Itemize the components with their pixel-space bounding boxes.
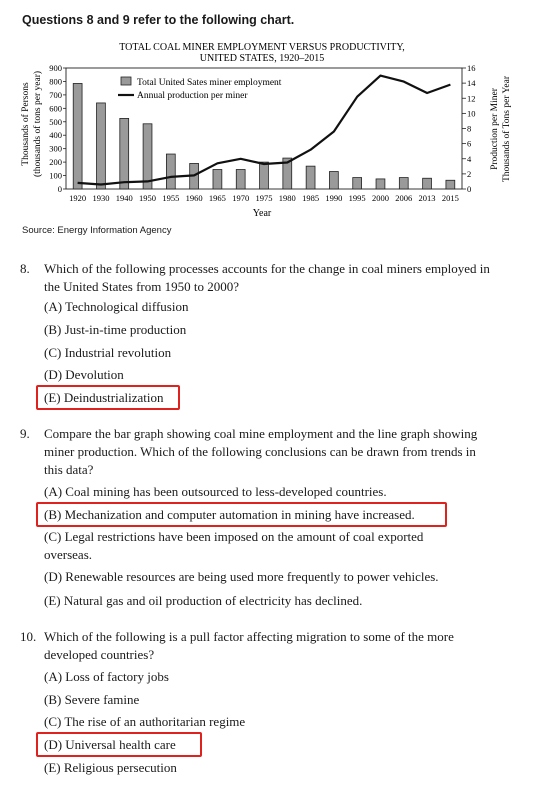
right-axis-label-units: Thousands of Tons per Year [502,75,512,183]
employment-bar [236,170,245,189]
employment-bar [329,172,338,189]
answer-option-c[interactable]: (C) The rise of an authoritarian regime [44,714,246,729]
x-axis-tick-label: 1940 [115,193,133,203]
x-axis-tick-label: 2000 [371,193,389,203]
answer-option-d[interactable]: (D) Renewable resources are being used more frequently to power vehicles. [44,569,439,584]
answer-option-d[interactable]: (D) Universal health care [44,737,176,752]
right-axis-tick-label: 2 [467,168,472,179]
legend-line-label: Annual production per miner [137,91,248,101]
right-axis-tick-label: 16 [467,63,476,73]
x-axis-tick-label: 1975 [255,193,273,203]
x-axis-tick-label: 1960 [185,193,203,203]
employment-bar [376,179,385,189]
x-axis-tick-label: 1965 [208,193,226,203]
right-axis-tick-label: 8 [467,123,472,134]
answer-option-b[interactable]: (B) Severe famine [44,692,140,707]
employment-bar [166,154,175,189]
left-axis-label: Thousands of Persons [21,82,31,166]
left-axis-tick-label: 200 [49,157,62,168]
right-axis-tick-label: 14 [467,78,476,89]
answer-option-e[interactable]: (E) Deindustrialization [44,390,164,405]
question-number: 9. [20,426,30,441]
x-axis-label: Year [252,208,272,219]
employment-bar [73,83,82,189]
selected-answer-highlight [36,385,180,410]
x-axis-tick-label: 1920 [69,193,87,203]
answer-option-c[interactable]: (C) Legal restrictions have been imposed on the amount of coal exported overseas. [44,529,424,562]
x-axis-tick-label: 1970 [232,193,250,203]
answer-option-a[interactable]: (A) Technological diffusion [44,299,189,314]
left-axis-tick-label: 800 [49,76,62,87]
answer-option-e[interactable]: (E) Natural gas and oil production of electricity has declined. [44,593,363,608]
answer-option-e[interactable]: (E) Religious persecution [44,760,177,775]
section-heading: Questions 8 and 9 refer to the following chart. [22,13,295,27]
question-number: 8. [20,261,30,276]
x-axis-tick-label: 1990 [325,193,343,203]
left-axis-tick-label: 500 [49,116,62,127]
chart-subtitle: UNITED STATES, 1920–2015 [199,53,325,64]
employment-bar [353,178,362,189]
employment-bar [97,103,106,189]
answer-option-a[interactable]: (A) Coal mining has been outsourced to less-developed countries. [44,484,387,499]
employment-bar [213,170,222,189]
x-axis-tick-label: 2013 [418,193,436,203]
right-axis-tick-label: 4 [467,153,472,164]
left-axis-tick-label: 0 [57,184,62,194]
employment-bar [423,178,432,189]
right-axis-tick-label: 12 [467,93,476,104]
selected-answer-highlight [36,732,202,757]
x-axis-tick-label: 1950 [139,193,157,203]
chart-source: Source: Energy Information Agency [22,225,172,236]
employment-bar [306,166,315,189]
x-axis-tick-label: 1995 [348,193,366,203]
left-axis-tick-label: 600 [49,103,62,114]
employment-bar [120,118,129,189]
employment-bar [260,162,269,189]
x-axis-tick-label: 1985 [302,193,320,203]
legend-bar-swatch [121,77,131,85]
x-axis-tick-label: 2015 [441,193,459,203]
left-axis-tick-label: 300 [49,143,62,154]
x-axis-tick-label: 1930 [92,193,110,203]
left-axis-tick-label: 100 [49,170,62,181]
left-axis-tick-label: 900 [49,63,62,73]
left-axis-label-units: (thousands of tons per year) [33,70,43,178]
answer-option-a[interactable]: (A) Loss of factory jobs [44,669,169,684]
question-text: Compare the bar graph showing coal mine employment and the line graph showing miner production. Which of the following conclusions can be drawn from trends in this data? [44,426,478,477]
right-axis-tick-label: 10 [467,108,476,119]
answer-option-b[interactable]: (B) Mechanization and computer automation in mining have increased. [44,507,415,522]
right-axis-tick-label: 0 [467,184,472,194]
x-axis-tick-label: 2006 [395,193,413,203]
chart-title: TOTAL COAL MINER EMPLOYMENT VERSUS PRODUCTIVITY, [119,42,405,53]
selected-answer-highlight [36,502,447,527]
answer-option-d[interactable]: (D) Devolution [44,367,124,382]
question-text: Which of the following is a pull factor affecting migration to some of the more developed countries? [44,629,454,662]
left-axis-tick-label: 700 [49,89,62,100]
employment-bar [399,178,408,189]
question-number: 10. [20,629,37,644]
answer-option-c[interactable]: (C) Industrial revolution [44,345,172,360]
left-axis-tick-label: 400 [49,130,62,141]
chart-legend [118,77,282,101]
employment-bar [446,180,455,189]
coal-employment-chart [0,36,544,226]
answer-option-b[interactable]: (B) Just-in-time production [44,322,187,337]
right-axis-tick-label: 6 [467,138,472,149]
right-axis-label: Production per Miner [490,88,500,170]
question-text: Which of the following processes accounts for the change in coal miners employed in the United States from 1950 to 2000? [44,261,490,294]
legend-bar-label: Total United Sates miner employment [137,78,282,88]
x-axis-tick-label: 1980 [278,193,296,203]
x-axis-tick-label: 1955 [162,193,180,203]
employment-bar [143,124,152,189]
